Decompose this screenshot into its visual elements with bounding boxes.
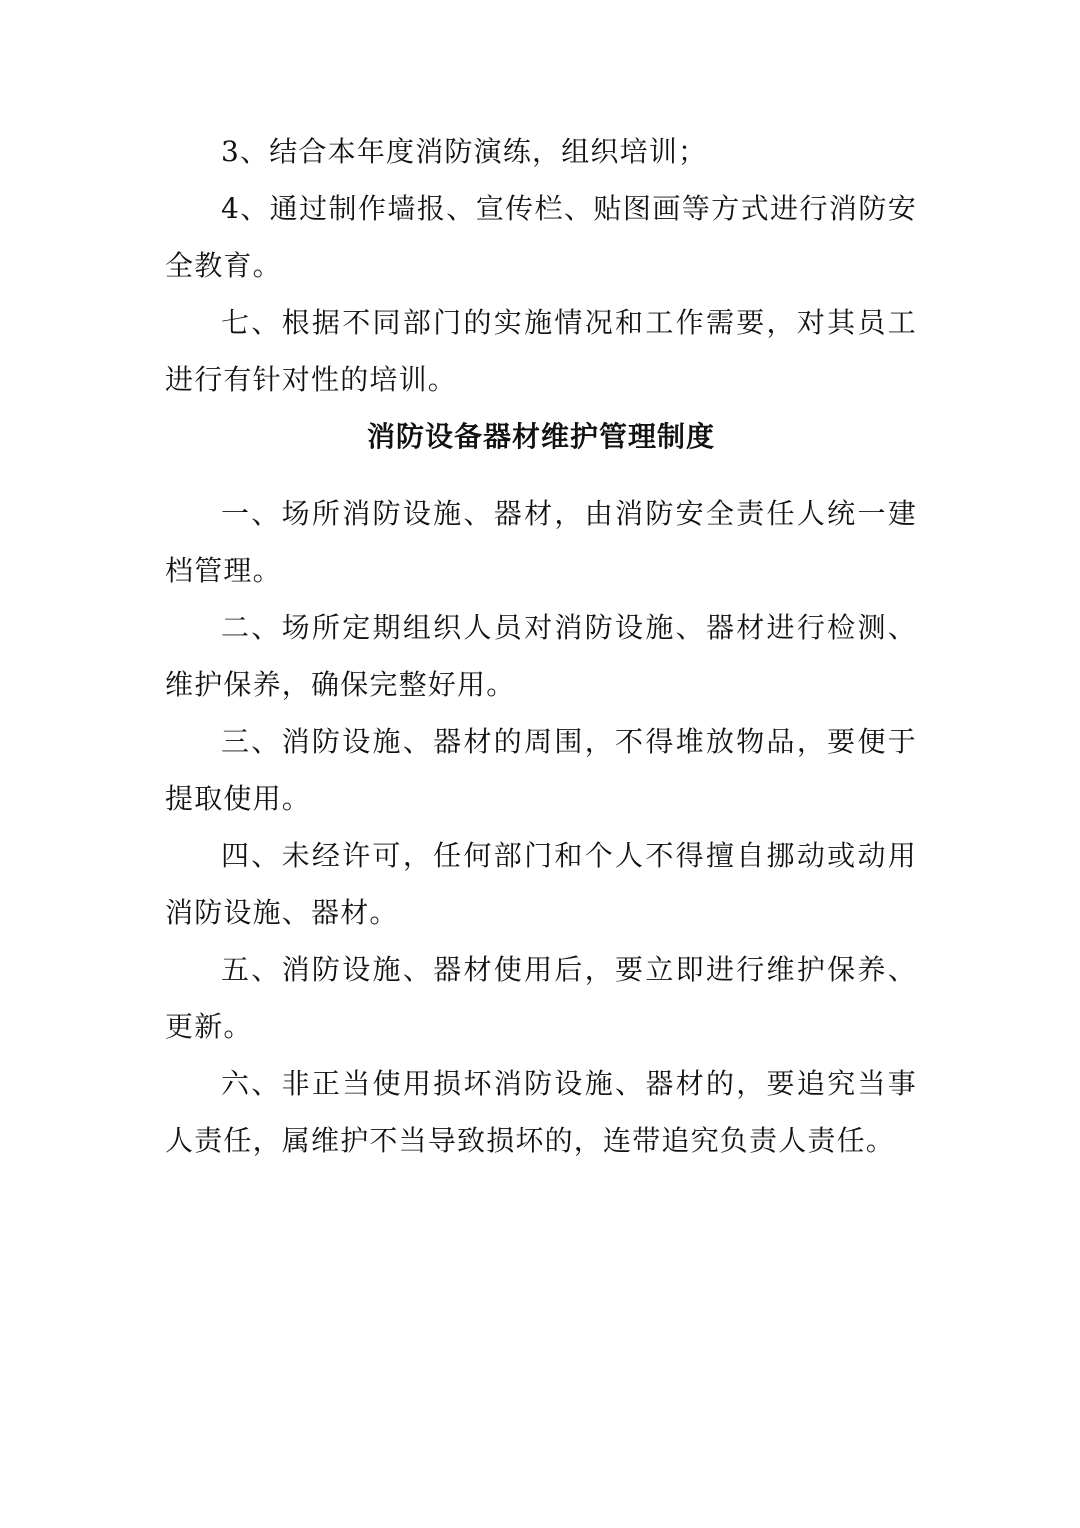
document-body xyxy=(165,123,917,1169)
rule-paragraph-3: 三、消防设施、器材的周围，不得堆放物品，要便于提取使用。 xyxy=(165,725,917,815)
rule-paragraph-5: 五、消防设施、器材使用后，要立即进行维护保养、更新。 xyxy=(165,953,917,1043)
rule-paragraph-6: 六、非正当使用损坏消防设施、器材的，要追究当事人责任，属维护不当导致损坏的，连带追究负责人责任。 xyxy=(165,1067,917,1157)
paragraph-item-7: 七、根据不同部门的实施情况和工作需要，对其员工进行有针对性的培训。 xyxy=(165,306,917,396)
rule-paragraph-2: 二、场所定期组织人员对消防设施、器材进行检测、维护保养，确保完整好用。 xyxy=(165,611,917,701)
paragraph-item-4: 4、通过制作墙报、宣传栏、贴图画等方式进行消防安全教育。 xyxy=(165,192,917,282)
paragraph-item-3: 3、结合本年度消防演练，组织培训； xyxy=(221,135,708,168)
section-title: 消防设备器材维护管理制度 xyxy=(366,420,715,453)
rule-paragraph-1: 一、场所消防设施、器材，由消防安全责任人统一建档管理。 xyxy=(165,497,917,587)
rule-paragraph-4: 四、未经许可，任何部门和个人不得擅自挪动或动用消防设施、器材。 xyxy=(165,839,917,929)
